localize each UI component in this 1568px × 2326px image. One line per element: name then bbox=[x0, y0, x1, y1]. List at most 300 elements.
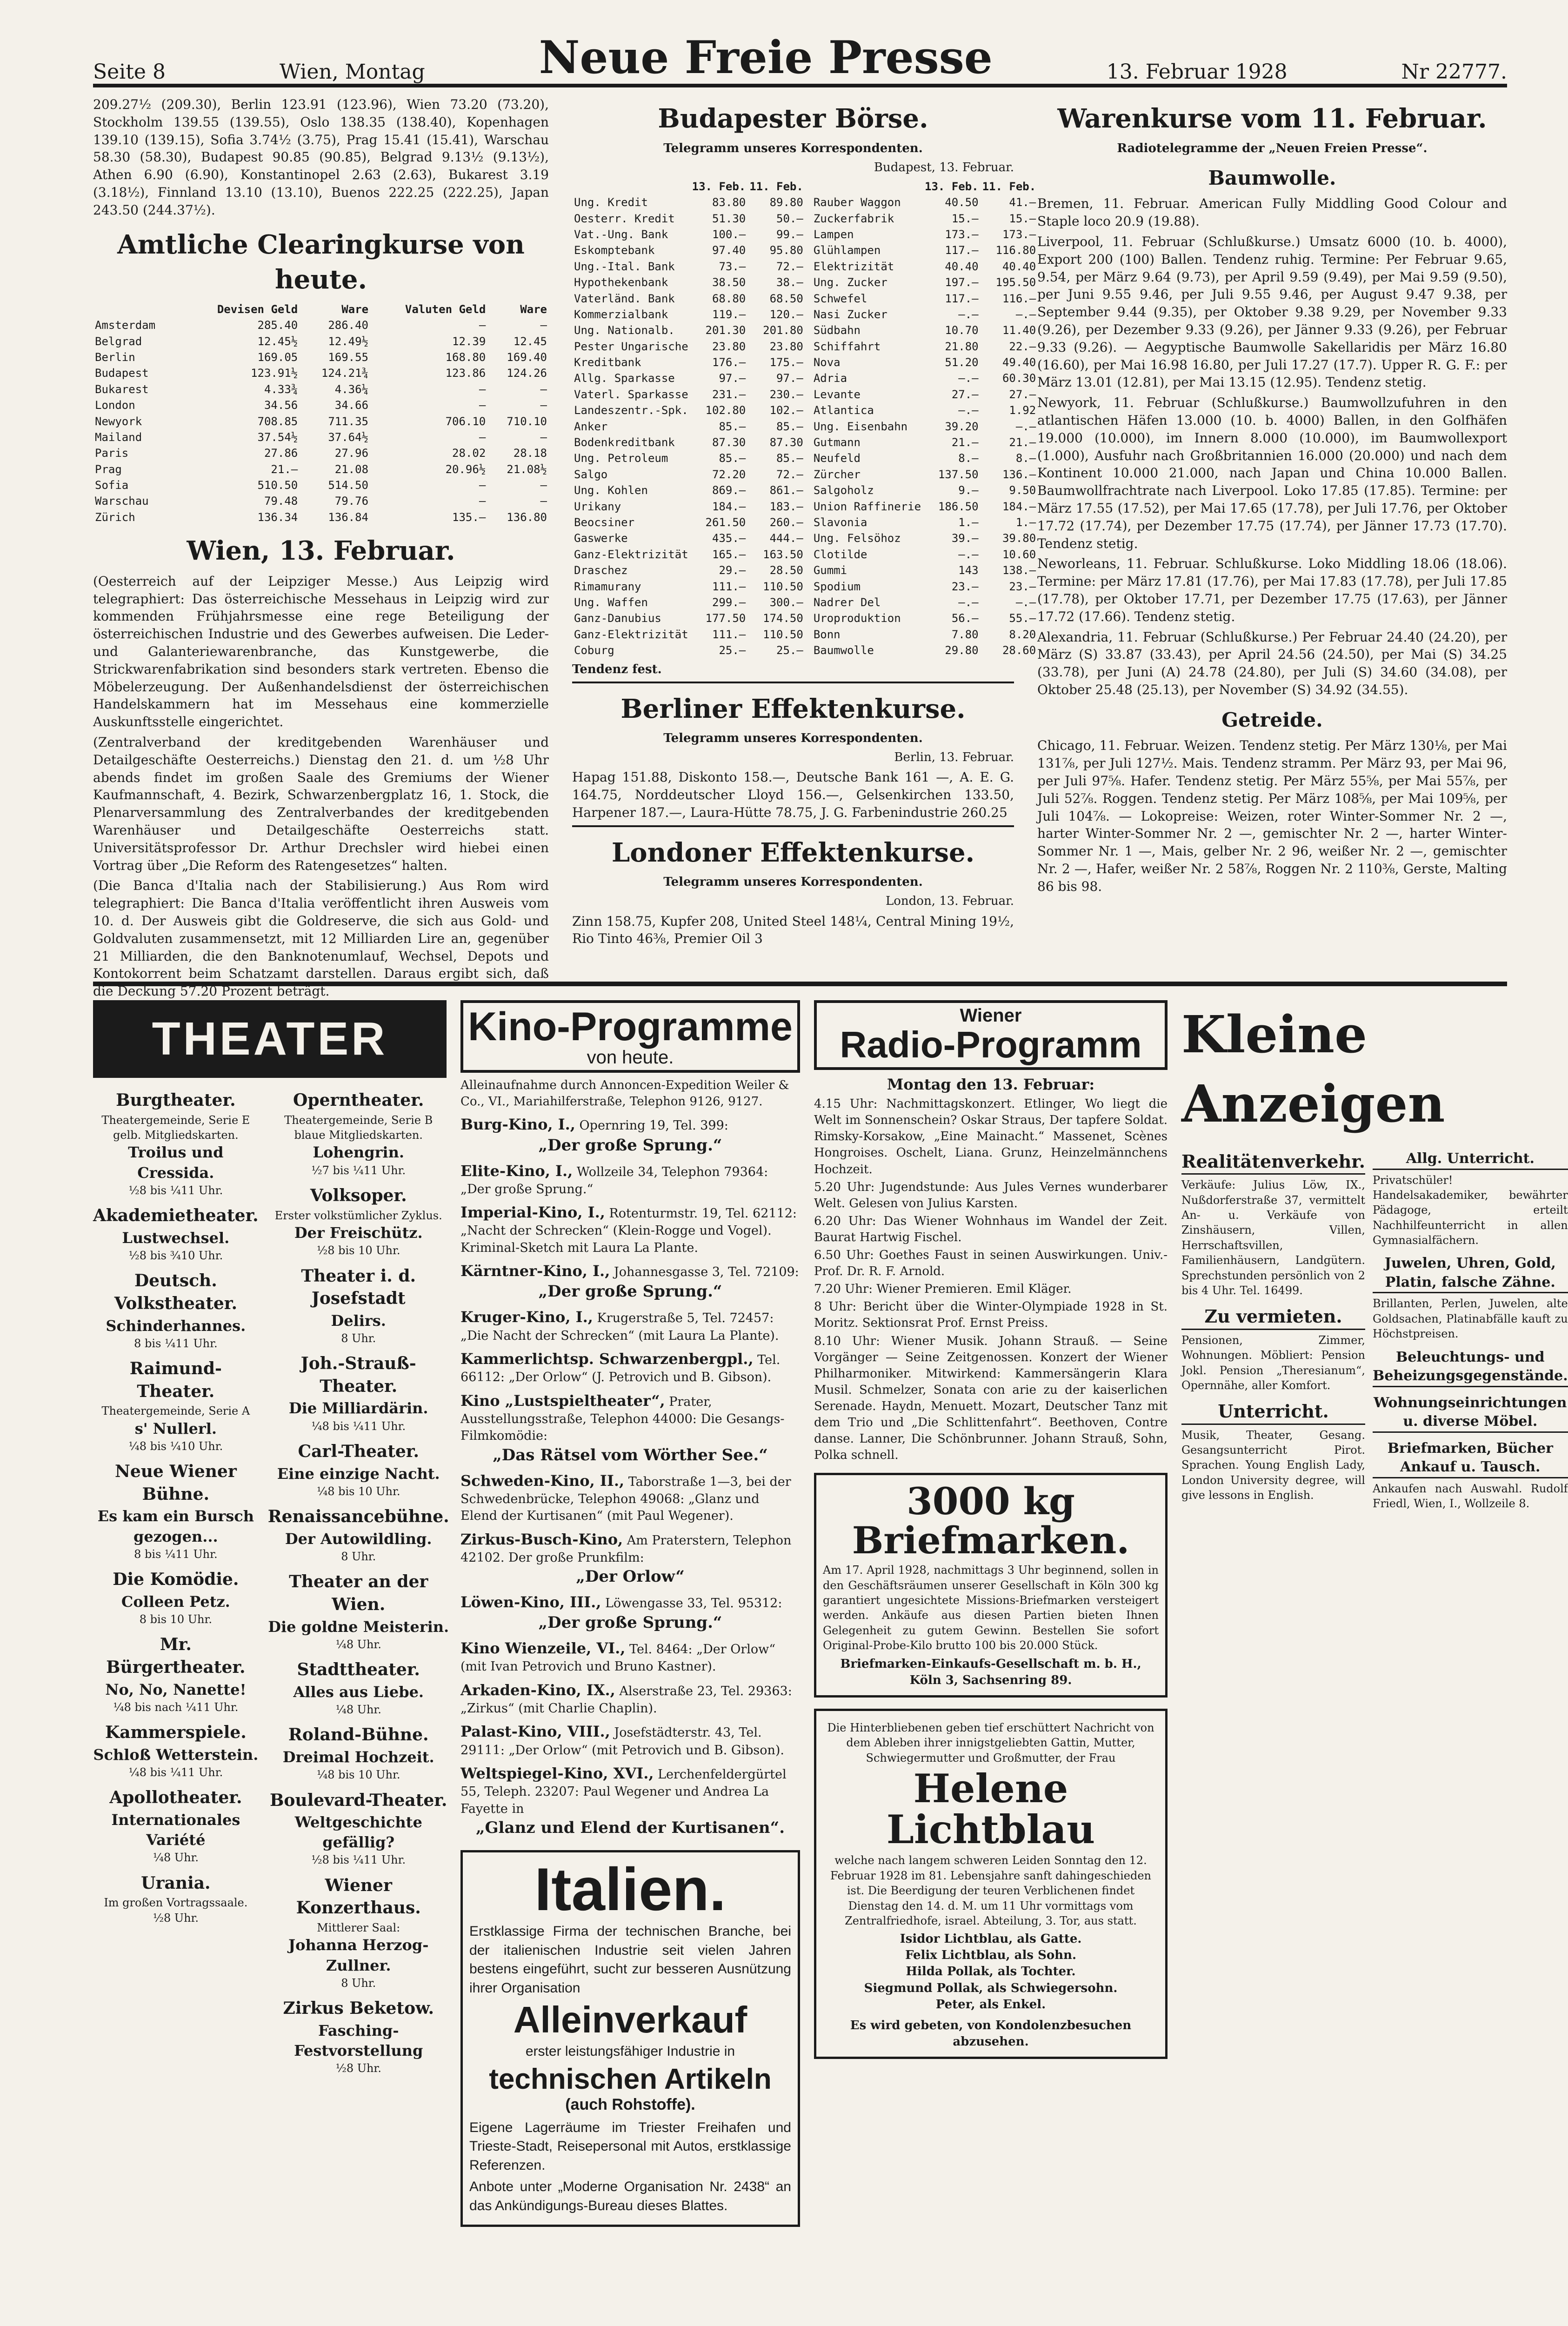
theater-entry bbox=[93, 1089, 259, 1198]
budapest-table-a-cell: 23.80 bbox=[712, 340, 746, 353]
theater-play: Die goldne Meisterin. bbox=[268, 1618, 449, 1636]
theater-time: 8 Uhr. bbox=[341, 1550, 376, 1563]
budapest-table-a-cell: 300.— bbox=[769, 595, 803, 609]
theater-name: Apollotheater. bbox=[109, 1788, 242, 1808]
kino-name: Weltspiegel-Kino, XVI., bbox=[460, 1765, 654, 1783]
masthead bbox=[93, 14, 1507, 87]
report-bremen: Bremen, 11. Februar. American Fully Middling Good Colour and Staple loco 20.9 (19.88). bbox=[1037, 196, 1507, 229]
budapest-table-a-row bbox=[572, 322, 805, 338]
budapest-table-a-cell: 87.30 bbox=[769, 436, 803, 449]
budapest-table-b-cell: Nasi Zucker bbox=[813, 307, 887, 321]
budapest-table-a-cell: 183.— bbox=[769, 500, 803, 513]
clearing-table-row bbox=[93, 429, 549, 445]
anz-heading-beleuchtung: Beleuchtungs- und Beheizungsgegenstände. bbox=[1373, 1348, 1568, 1387]
kino-banner-sub: von heute. bbox=[587, 1047, 674, 1068]
theater-play: Lohengrin. bbox=[313, 1143, 404, 1162]
budapest-table-b-row bbox=[812, 227, 1038, 242]
budapest-table-b-row bbox=[812, 322, 1038, 338]
budapest-table-a-header-cell: 13. Feb. bbox=[692, 180, 746, 193]
budapest-table-a-cell: 85.— bbox=[719, 452, 746, 465]
theater-play: Delirs. bbox=[331, 1311, 386, 1330]
kino-address: Am Praterstern, Telephon 42102. Der große Prunkfilm: bbox=[460, 1533, 792, 1565]
theater-time: ¼8 Uhr. bbox=[153, 1851, 199, 1865]
clearing-table-cell: — bbox=[540, 399, 547, 412]
budapest-table-b-cell: 197.— bbox=[945, 276, 979, 289]
budapest-table-b-cell: 117.— bbox=[945, 292, 979, 305]
anzeigen-section bbox=[1181, 1000, 1568, 2326]
report-newyork: Newyork, 11. Februar (Schlußkurse.) Baumwollzufuhren in den atlantischen Häfen 13.000 (10. b. 4000) Ballen, in den Golfhäfen 19.000 (10.000), im Innern 8.000 (10.000), im Baumwollexport (1.000), Ausfuhr nach Großbritannien 16.000 (20.000) und nach dem Kontinent 10.000 21.000, nach Japan und China 10.000 Ballen. Baumwollfrachtrate nach Liverpool. Loko 17.85 (17.85). Termine: per März 17.55 (17.52), per Mai 17.65 (17.78), per Juli 17.76, per Oktober 17.72 (17.74), per Dezember 17.75 (17.74), per Jänner 17.73 (17.70). Tendenz stetig. bbox=[1037, 395, 1507, 551]
budapest-table-b-header-cell: 11. Feb. bbox=[982, 180, 1036, 193]
clearing-table-cell: 135.— bbox=[452, 510, 486, 524]
budapest-table-a-row bbox=[572, 419, 805, 434]
budapest-table-a-cell: 89.80 bbox=[769, 196, 803, 209]
budapest-table-b-cell: Nova bbox=[813, 356, 841, 369]
page-number: Seite 8 bbox=[93, 60, 166, 84]
budapest-table-b-cell: 10.70 bbox=[945, 324, 979, 337]
budapest-table-b-row bbox=[812, 642, 1038, 658]
death-name: Helene Lichtblau bbox=[886, 1765, 1095, 1853]
theater-play: No, No, Nanette! bbox=[105, 1680, 247, 1698]
budapest-table-b-row bbox=[812, 595, 1038, 610]
budapest-table-b-cell: 28.60 bbox=[1002, 644, 1036, 657]
theater-list-right bbox=[268, 1083, 449, 2076]
theater-time: ½7 bis ¼11 Uhr. bbox=[311, 1163, 406, 1177]
clearing-table-cell: 34.66 bbox=[334, 399, 369, 412]
budapest-table-b-row bbox=[812, 450, 1038, 466]
budapest-table-b-row bbox=[812, 307, 1038, 322]
theater-time: ¼8 bis nach ¼11 Uhr. bbox=[113, 1700, 239, 1714]
clearing-table-header-cell: Devisen Geld bbox=[217, 302, 298, 316]
clearing-table-cell: 124.26 bbox=[507, 367, 547, 380]
budapest-table-b-cell: 39.80 bbox=[1002, 532, 1036, 545]
theater-name: Deutsch. Volkstheater. bbox=[114, 1271, 237, 1313]
theater-play: Alles aus Liebe. bbox=[293, 1683, 424, 1701]
clearing-title: Amtliche Clearingkurse von heute. bbox=[117, 229, 525, 295]
italien-rohstoffe: (auch Rohstoffe). bbox=[565, 2095, 695, 2113]
clearing-table-cell: 37.54½ bbox=[257, 430, 298, 444]
budapest-table-b-row bbox=[812, 467, 1038, 482]
budapest-table-b-cell: 40.40 bbox=[945, 260, 979, 273]
clearing-table-cell: — bbox=[540, 382, 547, 396]
budapest-table-a-cell: Pester Ungarische bbox=[574, 340, 688, 353]
theater-name: Theater an der Wien. bbox=[289, 1572, 428, 1614]
anzeigen-col-left bbox=[1181, 1143, 1365, 1514]
budapest-table-a-cell: 201.30 bbox=[705, 324, 746, 337]
london-sub: Telegramm unseres Korrespondenten. bbox=[663, 875, 923, 889]
kino-section bbox=[460, 1000, 800, 2326]
budapest-table-a-cell: 29.— bbox=[719, 564, 746, 577]
budapest-table-b-cell: 23.— bbox=[1009, 580, 1036, 593]
anzeigen-banner: Kleine Anzeigen bbox=[1181, 1004, 1445, 1134]
radio-program-list bbox=[814, 1096, 1168, 1464]
theater-time: ¼8 bis 10 Uhr. bbox=[316, 1484, 400, 1498]
budapest-table-a-cell: 861.— bbox=[769, 484, 803, 497]
report-chicago: Chicago, 11. Februar. Weizen. Tendenz stetig. Per März 130⅛, per Mai 131⅞, per Juli 127½. Mais. Tendenz stramm. Per März 93, per Mai 96, per Juli 97⅝. Hafer. Tendenz stetig. Per März 55⅝, per Mai 55⅞, per Juli 52⅞. Roggen. Tendenz stetig. Per März 108⅝, per Mai 109⅝, per Juli 104⅞. — Lokopreise: Weizen, roter Winter-Sommer Nr. 2 —, harter Winter-Sommer Nr. 2 —, gemischter Nr. 2 —, harter Winter-Sommer Nr. 1 —, Mais, gelber Nr. 2 96, weißer Nr. 2 —, gemischter Nr. 2 —, Hafer, weißer Nr. 2 58⅞, Roggen Nr. 2 110⅜, Gerste, Malting 86 bis 98. bbox=[1037, 738, 1507, 894]
budapest-table-b-cell: Zürcher bbox=[813, 468, 861, 481]
budapest-table-a-cell: 435.— bbox=[712, 532, 746, 545]
budapest-table-b-cell: Neufeld bbox=[813, 452, 861, 465]
budapest-table-b-row bbox=[812, 211, 1038, 227]
radio-banner-top: Wiener bbox=[960, 1005, 1022, 1026]
theater-time: ½8 bis 10 Uhr. bbox=[316, 1244, 400, 1257]
budapest-table-b-cell: Südbahn bbox=[813, 324, 861, 337]
kino-note: Alleinaufnahme durch Annoncen-Expedition Weiler & Co., VI., Mariahilferstraße, Telephon 9126, 9127. bbox=[460, 1078, 789, 1109]
budapest-table-a-cell: Ganz-Elektrizität bbox=[574, 548, 688, 561]
theater-name: Raimund-Theater. bbox=[129, 1359, 222, 1401]
clearing-table-cell: Berlin bbox=[95, 350, 135, 364]
budapest-table-a-cell: 97.— bbox=[776, 372, 803, 385]
theater-time: 8 Uhr. bbox=[341, 1331, 376, 1345]
budapest-title: Budapester Börse. bbox=[658, 103, 928, 134]
theater-time: ¼8 Uhr. bbox=[335, 1703, 381, 1716]
clearing-table-cell: 21.08½ bbox=[507, 462, 547, 476]
theater-name: Theater i. d. Josefstadt bbox=[301, 1266, 416, 1309]
budapest-table-b-row bbox=[812, 515, 1038, 530]
column-budapest bbox=[572, 93, 1036, 968]
clearing-table bbox=[93, 301, 549, 525]
budapest-table-b-cell: —.— bbox=[958, 372, 979, 385]
clearing-table-cell: Newyork bbox=[95, 414, 142, 428]
budapest-table-a-cell: 261.50 bbox=[705, 515, 746, 529]
budapest-table-b-cell: —.— bbox=[958, 595, 979, 609]
budapest-table-a-cell: 100.— bbox=[712, 227, 746, 241]
kino-address: Wollzeile 34, Telephon 79364: „Der große Sprung.“ bbox=[460, 1164, 768, 1196]
budapest-table-b-cell: 40.40 bbox=[1002, 260, 1036, 273]
theater-entry bbox=[268, 1571, 449, 1652]
budapest-table-a-cell: Anker bbox=[574, 420, 608, 433]
budapest-table-a-row bbox=[572, 259, 805, 274]
budapest-table-b-cell: 9.50 bbox=[1009, 484, 1036, 497]
clearing-table-cell: 285.40 bbox=[257, 319, 298, 332]
budapest-table-b-cell: 117.— bbox=[945, 244, 979, 257]
radio-program-item: 8.10 Uhr: Wiener Musik. Johann Strauß. — Seine Vorgänger — Seine Zeitgenossen. Konzert der Wiener Philharmoniker. Mitwirkend: Kammersängerin Klara Musil. Schmelzer, Sonata con arie zu der kaiserlichen Serenade. Haydn, Menuett. Mozart, Deutscher Tanz mit dem Trio und „Die Schlittenfahrt“. Beethoven, Contre danse. Lanner, Die Schönbrunner. Johann Strauß, Sohn, Polka schnell. bbox=[814, 1334, 1168, 1463]
clearing-table-cell: — bbox=[479, 430, 486, 444]
budapest-table-b-cell: 23.— bbox=[951, 580, 979, 593]
theater-entry bbox=[93, 1721, 259, 1780]
budapest-table-b-cell: 39.— bbox=[951, 532, 979, 545]
clearing-table-cell: Warschau bbox=[95, 495, 149, 508]
theater-entry bbox=[93, 1460, 259, 1562]
stamps-title: 3000 kg Briefmarken. bbox=[852, 1479, 1130, 1563]
clearing-table-cell: Paris bbox=[95, 447, 129, 460]
budapest-table-a-cell: 201.80 bbox=[763, 324, 803, 337]
clearing-table-header-cell bbox=[93, 301, 182, 317]
budapest-table-a-cell: 85.— bbox=[719, 420, 746, 433]
budapest-table-a-cell: 120.— bbox=[769, 307, 803, 321]
budapest-table-a-row bbox=[572, 515, 805, 530]
budapest-table-a-row bbox=[572, 227, 805, 242]
budapest-table-b-cell: Gummi bbox=[813, 564, 847, 577]
budapest-table-b-cell: Slavonia bbox=[813, 515, 867, 529]
theater-info: Theatergemeinde, Serie A bbox=[101, 1404, 250, 1418]
budapest-table-a-row bbox=[572, 307, 805, 322]
clearing-table-header-cell: Ware bbox=[341, 302, 369, 316]
theater-play: Schinderhannes. bbox=[106, 1317, 246, 1335]
kino-entry bbox=[460, 1307, 800, 1344]
budapest-table-b-row bbox=[812, 562, 1038, 578]
theater-entry bbox=[93, 1568, 259, 1627]
radio-banner bbox=[814, 1000, 1168, 1070]
budapest-table-b-cell: Salgoholz bbox=[813, 484, 874, 497]
clearing-table-cell: 28.02 bbox=[452, 447, 486, 460]
budapest-table-b-row bbox=[812, 402, 1038, 418]
theater-entry bbox=[268, 1789, 449, 1868]
theater-entry bbox=[268, 1089, 449, 1178]
budapest-table-b-cell: 8.— bbox=[958, 452, 979, 465]
budapest-table-b-cell: —.— bbox=[1015, 307, 1036, 321]
kino-name: Arkaden-Kino, IX., bbox=[460, 1681, 615, 1699]
anz-heading-allg-unterricht: Allg. Unterricht. bbox=[1373, 1150, 1568, 1170]
berlin-dateline: Berlin, 13. Februar. bbox=[894, 750, 1014, 765]
theater-name: Zirkus Beketow. bbox=[283, 1998, 434, 2019]
budapest-table-a-cell: 110.50 bbox=[763, 580, 803, 593]
anzeigen-col-right bbox=[1373, 1143, 1568, 1514]
budapest-table-b-row bbox=[812, 482, 1038, 498]
budapest-table-a-cell: 97.40 bbox=[712, 244, 746, 257]
theater-entry bbox=[93, 1204, 259, 1263]
clearing-table-cell: 12.49½ bbox=[328, 334, 369, 348]
kino-address: Prater, Ausstellungsstraße, Telephon 44000: Die Gesangs-Filmkomödie: bbox=[460, 1394, 785, 1444]
theater-time: ¼8 Uhr. bbox=[335, 1638, 381, 1651]
budapest-table-b-row bbox=[812, 354, 1038, 370]
kino-entry bbox=[460, 1391, 800, 1466]
clearing-table-row bbox=[93, 461, 549, 477]
kino-entry bbox=[460, 1680, 800, 1718]
italien-ad bbox=[460, 1850, 800, 2227]
theater-name: Burgtheater. bbox=[116, 1090, 236, 1110]
kino-address: Tel. 66112: „Der Orlow“ (J. Petrovich und B. Gibson). bbox=[460, 1352, 781, 1385]
budapest-table-a-cell: Eskomptebank bbox=[574, 244, 655, 257]
theater-entry bbox=[268, 1658, 449, 1717]
radio-section bbox=[814, 1000, 1168, 2326]
death-notice bbox=[814, 1709, 1168, 2059]
london-dateline: London, 13. Februar. bbox=[885, 894, 1014, 909]
budapest-table-b-cell: 136.— bbox=[1002, 468, 1036, 481]
clearing-table-cell: Sofia bbox=[95, 479, 129, 492]
budapest-table-b-cell: 9.— bbox=[958, 484, 979, 497]
budapest-table-a-row bbox=[572, 467, 805, 482]
theater-banner: THEATER bbox=[93, 1000, 447, 1078]
theater-play: Dreimal Hochzeit. bbox=[282, 1748, 434, 1766]
budapest-table-b-cell: 21.— bbox=[951, 436, 979, 449]
budapest-table-b-cell: Union Raffinerie bbox=[813, 500, 921, 513]
italien-alleinverkauf: Alleinverkauf bbox=[513, 1999, 747, 2041]
clearing-table-cell: 136.84 bbox=[328, 510, 369, 524]
budapest-table-b-cell: Ung. Zucker bbox=[813, 276, 887, 289]
budapest-table-a-row bbox=[572, 242, 805, 258]
budapest-table-b-cell: Spodium bbox=[813, 580, 861, 593]
clearing-table-cell: 12.39 bbox=[452, 334, 486, 348]
budapest-table-a-cell: Beocsiner bbox=[574, 515, 635, 529]
budapest-table-b-row bbox=[812, 530, 1038, 546]
clearing-table-cell: — bbox=[479, 382, 486, 396]
theater-name: Neue Wiener Bühne. bbox=[114, 1462, 237, 1504]
radio-program-item: 8 Uhr: Bericht über die Winter-Olympiade 1928 in St. Moritz. Sektionsrat Prof. Ernst Preiss. bbox=[814, 1300, 1168, 1330]
kino-address: Rotenturmstr. 19, Tel. 62112: „Nacht der Schrecken“ (Klein-Rogge und Vogel). Kriminal-Sketch mit Laura La Plante. bbox=[460, 1206, 797, 1255]
budapest-table-a-row bbox=[572, 530, 805, 546]
anz-heading-realitaeten: Realitätenverkehr. bbox=[1181, 1150, 1365, 1175]
newspaper-title: Neue Freie Presse bbox=[539, 31, 993, 84]
budapest-table-a-cell: 184.— bbox=[712, 500, 746, 513]
berlin-title: Berliner Effektenkurse. bbox=[621, 693, 966, 724]
budapest-table-a-row bbox=[572, 370, 805, 386]
issue-number: Nr 22777. bbox=[1401, 60, 1507, 84]
theater-name: Joh.-Strauß-Theater. bbox=[300, 1354, 416, 1396]
budapest-table-b-row bbox=[812, 291, 1038, 307]
budapest-table-b-row bbox=[812, 242, 1038, 258]
clearing-table-cell: 37.64½ bbox=[328, 430, 369, 444]
budapest-table-b-cell: 7.80 bbox=[951, 628, 979, 641]
clearing-table-row bbox=[93, 365, 549, 381]
theater-play: Johanna Herzog-Zullner. bbox=[288, 1936, 429, 1974]
budapest-table-a-cell: 85.— bbox=[776, 452, 803, 465]
budapest-table-a-cell: Ung. Kohlen bbox=[574, 484, 648, 497]
clearing-table-row bbox=[93, 493, 549, 509]
theater-time: ½8 Uhr. bbox=[335, 2062, 381, 2075]
kino-name: Kino Wienzeile, VI., bbox=[460, 1639, 626, 1658]
theater-play: Die Milliardärin. bbox=[288, 1399, 428, 1417]
radio-program-item: 6.20 Uhr: Das Wiener Wohnhaus im Wandel der Zeit. Baurat Hartwig Fischel. bbox=[814, 1214, 1168, 1244]
budapest-table-a bbox=[572, 179, 805, 659]
kino-address: Lerchenfeldergürtel 55, Teleph. 23207: Paul Wegener und Andrea La Fayette in bbox=[460, 1767, 787, 1816]
clearing-table-cell: 510.50 bbox=[257, 479, 298, 492]
budapest-table-a-cell: 163.50 bbox=[763, 548, 803, 561]
theater-info: Im großen Vortragssaale. bbox=[104, 1896, 248, 1910]
budapest-table-a-cell: 231.— bbox=[712, 388, 746, 401]
budapest-table-b-header-cell bbox=[812, 179, 923, 194]
clearing-table-cell: — bbox=[540, 319, 547, 332]
berlin-text: Hapag 151.88, Diskonto 158.—, Deutsche Bank 161 —, A. E. G. 164.75, Norddeutscher Lloyd 156.—, Gelsenkirchen 133.50, Harpener 187.—, Laura-Hütte 78.75, J. G. Farbenindustrie 260.25 bbox=[572, 769, 1014, 820]
budapest-table-a-cell: 83.80 bbox=[712, 196, 746, 209]
theater-time: 8 bis ¼11 Uhr. bbox=[134, 1337, 218, 1350]
budapest-table-b-row bbox=[812, 434, 1038, 450]
budapest-table-b-row bbox=[812, 274, 1038, 290]
radio-program-item: 6.50 Uhr: Goethes Faust in seinen Auswirkungen. Univ.-Prof. Dr. R. F. Arnold. bbox=[814, 1248, 1168, 1279]
issue-date: 13. Februar 1928 bbox=[1106, 60, 1288, 84]
italien-technische-artikel: technischen Artikeln bbox=[489, 2063, 772, 2095]
budapest-table-b-header-cell: 13. Feb. bbox=[925, 180, 979, 193]
report-alexandria: Alexandria, 11. Februar (Schlußkurse.) Per Februar 24.40 (24.20), per März (S) 33.87 (33.43), per April 24.56 (24.50), per Mai (S) 34.25 (33.78), per Juni (A) 24.78 (24.80), per Juli (S) 34.60 (34.08), per Oktober 25.48 (25.13), per November (S) 34.92 (34.55). bbox=[1037, 629, 1507, 697]
clearing-table-cell: 124.21¾ bbox=[321, 367, 369, 380]
kino-name: Kärntner-Kino, I., bbox=[460, 1262, 610, 1280]
budapest-table-a-cell: Salgo bbox=[574, 468, 608, 481]
budapest-table-a-cell: 299.— bbox=[712, 595, 746, 609]
budapest-table-b-cell: 8.20 bbox=[1009, 628, 1036, 641]
anz-text-unterricht: Musik, Theater, Gesang. Gesangsunterricht Pirot. Sprachen. Young English Lady, London University degree, will give lessons in English. bbox=[1181, 1428, 1365, 1502]
clearing-table-cell: 20.96½ bbox=[445, 462, 486, 476]
budapest-table-b-cell: Atlantica bbox=[813, 404, 874, 417]
budapest-table-a-cell: 72.20 bbox=[712, 468, 746, 481]
budapest-table-b-row bbox=[812, 579, 1038, 595]
budapest-table-a-cell: 25.— bbox=[776, 644, 803, 657]
budapest-table-b-cell: 137.50 bbox=[938, 468, 979, 481]
theater-play: Lustwechsel. bbox=[122, 1229, 230, 1247]
intro-rates: 209.27½ (209.30), Berlin 123.91 (123.96), Wien 73.20 (73.20), Stockholm 139.55 (139.55), Oslo 138.35 (138.40), Kopenhagen 139.10 (139.15), Sofia 3.74½ (3.75), Prag 15.41 (15.41), Warschau 58.30 (58.30), Budapest 90.85 (90.85), Belgrad 9.13½ (9.13½), Athen 6.90 (6.90), Konstantinopel 2.63 (2.63), Bukarest 3.19 (3.18½), Finnland 13.10 (13.10), Buenos 222.25 (222.25), Japan 243.50 (244.37½). bbox=[93, 97, 549, 218]
clearing-table-cell: 706.10 bbox=[445, 414, 486, 428]
clearing-table-cell: Bukarest bbox=[95, 382, 149, 396]
budapest-table-b-cell: 173.— bbox=[945, 227, 979, 241]
theater-section bbox=[93, 1000, 447, 2326]
budapest-table-a-cell: Kreditbank bbox=[574, 356, 641, 369]
london-title: Londoner Effektenkurse. bbox=[611, 837, 975, 868]
theater-grid bbox=[93, 1083, 447, 2076]
kino-entry bbox=[460, 1530, 800, 1588]
budapest-table-a-cell: 38.— bbox=[776, 276, 803, 289]
kino-entry bbox=[460, 1638, 800, 1676]
budapest-table-a-cell: Oesterr. Kredit bbox=[574, 212, 675, 225]
stamps-company: Briefmarken-Einkaufs-Gesellschaft m. b. H., Köln 3, Sachsenring 89. bbox=[840, 1657, 1141, 1687]
theater-time: ¼8 bis ¼10 Uhr. bbox=[128, 1439, 223, 1453]
budapest-table-b-row bbox=[812, 499, 1038, 515]
clearing-table-cell: — bbox=[479, 495, 486, 508]
city-day: Wien, Montag bbox=[279, 60, 425, 84]
clearing-table-cell: 136.34 bbox=[257, 510, 298, 524]
budapest-table-b-cell: Zuckerfabrik bbox=[813, 212, 894, 225]
budapest-table-a-cell: 95.80 bbox=[769, 244, 803, 257]
budapest-table-a-cell: 68.80 bbox=[712, 292, 746, 305]
theater-time: ¼8 bis ¼11 Uhr. bbox=[311, 1419, 406, 1433]
budapest-table-b-cell: Bonn bbox=[813, 628, 841, 641]
wien-title: Wien, 13. Februar. bbox=[187, 535, 455, 567]
theater-time: ½8 bis ¼11 Uhr. bbox=[128, 1183, 223, 1197]
budapest-table-b-cell: 27.— bbox=[1009, 388, 1036, 401]
budapest-tables bbox=[572, 179, 1036, 659]
kino-address: Löwengasse 33, Tel. 95312: bbox=[605, 1596, 782, 1611]
budapest-table-a-cell: 110.50 bbox=[763, 628, 803, 641]
clearing-table-cell: 4.36¼ bbox=[334, 382, 369, 396]
anz-heading-vermieten: Zu vermieten. bbox=[1181, 1304, 1365, 1330]
budapest-table-b-cell: Lampen bbox=[813, 227, 854, 241]
clearing-table-row bbox=[93, 349, 549, 365]
kino-entry bbox=[460, 1722, 800, 1759]
kino-name: Zirkus-Busch-Kino, bbox=[460, 1530, 623, 1548]
kino-entry bbox=[460, 1203, 800, 1257]
theater-entry bbox=[93, 1270, 259, 1351]
clearing-table-row bbox=[93, 445, 549, 461]
budapest-table-a-cell: 102.— bbox=[769, 404, 803, 417]
budapest-table-b-cell: Nadrer Del bbox=[813, 595, 881, 609]
budapest-table-b-cell: Elektrizität bbox=[813, 260, 894, 273]
clearing-table-row bbox=[93, 397, 549, 413]
london-text: Zinn 158.75, Kupfer 208, United Steel 148¼, Central Mining 19½, Rio Tinto 46⅜, Premier Oil 3 bbox=[572, 913, 1014, 947]
budapest-table-a-row bbox=[572, 402, 805, 418]
theater-play: Schloß Wetterstein. bbox=[93, 1745, 259, 1764]
theater-play: Colleen Petz. bbox=[121, 1592, 230, 1611]
clearing-table-cell: 12.45 bbox=[513, 334, 547, 348]
budapest-table-b-cell: 1.92 bbox=[1009, 404, 1036, 417]
kino-name: Schweden-Kino, II., bbox=[460, 1471, 625, 1490]
budapest-table-b-row bbox=[812, 259, 1038, 274]
kino-name: Kino „Lustspieltheater“, bbox=[460, 1391, 665, 1410]
kino-list bbox=[460, 1115, 800, 1839]
theater-name: Boulevard-Theater. bbox=[269, 1790, 447, 1810]
theater-time: 8 bis ¼11 Uhr. bbox=[134, 1547, 218, 1561]
budapest-table-b-cell: 39.20 bbox=[945, 420, 979, 433]
kino-name: Kammerlichtsp. Schwarzenbergpl., bbox=[460, 1350, 754, 1368]
budapest-table-a-cell: 73.— bbox=[719, 260, 746, 273]
budapest-dateline: Budapest, 13. Februar. bbox=[874, 160, 1014, 174]
budapest-table-b-cell: —.— bbox=[1015, 420, 1036, 433]
budapest-table-b-cell: 27.— bbox=[951, 388, 979, 401]
italien-text1: Erstklassige Firma der technischen Branche, bei der italienischen Industrie seit vielen Jahren bestens eingeführt, sucht zur besseren Ausnützung ihrer Organisation bbox=[469, 1924, 791, 1996]
clearing-table-cell: — bbox=[540, 430, 547, 444]
clearing-table-cell: 79.48 bbox=[264, 495, 298, 508]
clearing-table-row bbox=[93, 334, 549, 349]
theater-entry bbox=[93, 1786, 259, 1865]
budapest-table-b-row bbox=[812, 547, 1038, 562]
clearing-table-header-cell: Valuten Geld bbox=[405, 302, 486, 316]
budapest-table-a-cell: 23.80 bbox=[769, 340, 803, 353]
